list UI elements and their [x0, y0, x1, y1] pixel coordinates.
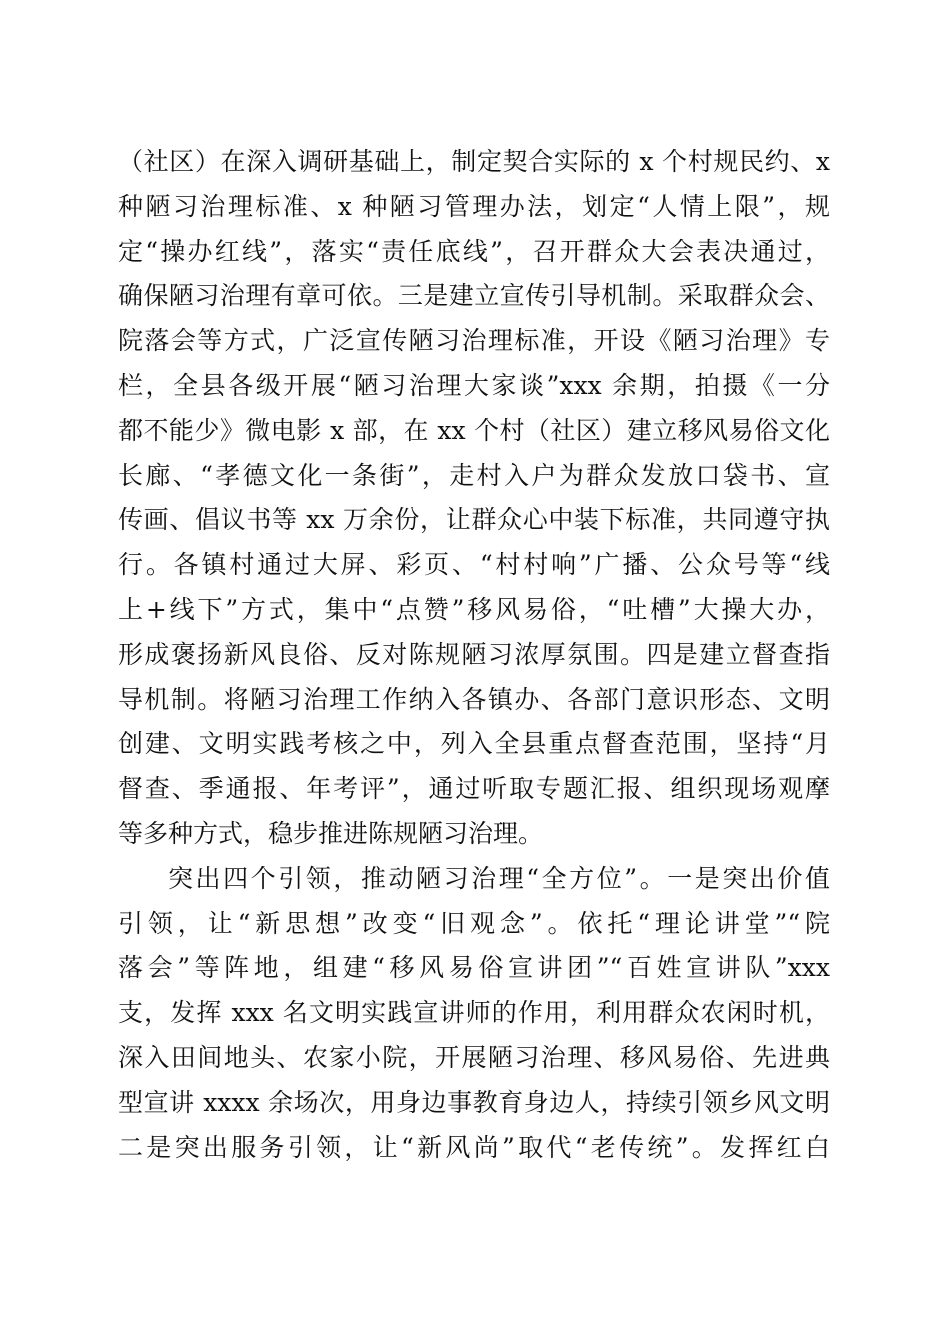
- text-line: 形成褒扬新风良俗、反对陈规陋习浓厚氛围。四是建立督查指: [118, 639, 830, 669]
- text-line: 院落会等方式，广泛宣传陋习治理标准，开设《陋习治理》专: [118, 326, 830, 356]
- text-line: 突出四个引领，推动陋习治理“全方位”。一是突出价值: [168, 863, 830, 893]
- text-line: 栏，全县各级开展“陋习治理大家谈”xxx 余期，拍摄《一分: [118, 370, 830, 400]
- text-line: 上+线下”方式，集中“点赞”移风易俗，“吐槽”大操大办，: [118, 594, 830, 624]
- text-line: 等多种方式，稳步推进陈规陋习治理。: [118, 818, 544, 848]
- text-line: 导机制。将陋习治理工作纳入各镇办、各部门意识形态、文明: [118, 684, 830, 714]
- text-line: 型宣讲 xxxx 余场次，用身边事教育身边人，持续引领乡风文明: [118, 1087, 830, 1117]
- text-line: 支，发挥 xxx 名文明实践宣讲师的作用，利用群众农闲时机，: [118, 998, 830, 1028]
- text-line: 深入田间地头、农家小院，开展陋习治理、移风易俗、先进典: [118, 1042, 830, 1072]
- text-line: 长廊、“孝德文化一条街”，走村入户为群众发放口袋书、宣: [118, 460, 830, 490]
- text-line: 创建、文明实践考核之中，列入全县重点督查范围，坚持“月: [118, 729, 830, 759]
- text-line: 二是突出服务引领，让“新风尚”取代“老传统”。发挥红白: [118, 1132, 830, 1162]
- text-line: 都不能少》微电影 x 部，在 xx 个村（社区）建立移风易俗文化: [118, 415, 830, 445]
- text-line: 种陋习治理标准、x 种陋习管理办法，划定“人情上限”，规: [118, 191, 830, 221]
- paragraph-2: [118, 857, 830, 1171]
- text-line: 督查、季通报、年考评”，通过听取专题汇报、组织现场观摩: [118, 774, 830, 804]
- text-line: 传画、倡议书等 xx 万余份，让群众心中装下标准，共同遵守执: [118, 505, 830, 535]
- paragraph-1: [118, 140, 830, 857]
- text-line: 行。各镇村通过大屏、彩页、“村村响”广播、公众号等“线: [118, 550, 830, 580]
- body-text: [118, 140, 830, 1170]
- text-line: 确保陋习治理有章可依。三是建立宣传引导机制。采取群众会、: [118, 281, 830, 311]
- text-line: 落会”等阵地，组建“移风易俗宣讲团”“百姓宣讲队”xxx: [118, 953, 830, 983]
- text-line: （社区）在深入调研基础上，制定契合实际的 x 个村规民约、x: [118, 147, 830, 176]
- text-line: 定“操办红线”，落实“责任底线”，召开群众大会表决通过，: [118, 236, 830, 266]
- text-line: 引领，让“新思想”改变“旧观念”。依托“理论讲堂”“院: [118, 908, 830, 938]
